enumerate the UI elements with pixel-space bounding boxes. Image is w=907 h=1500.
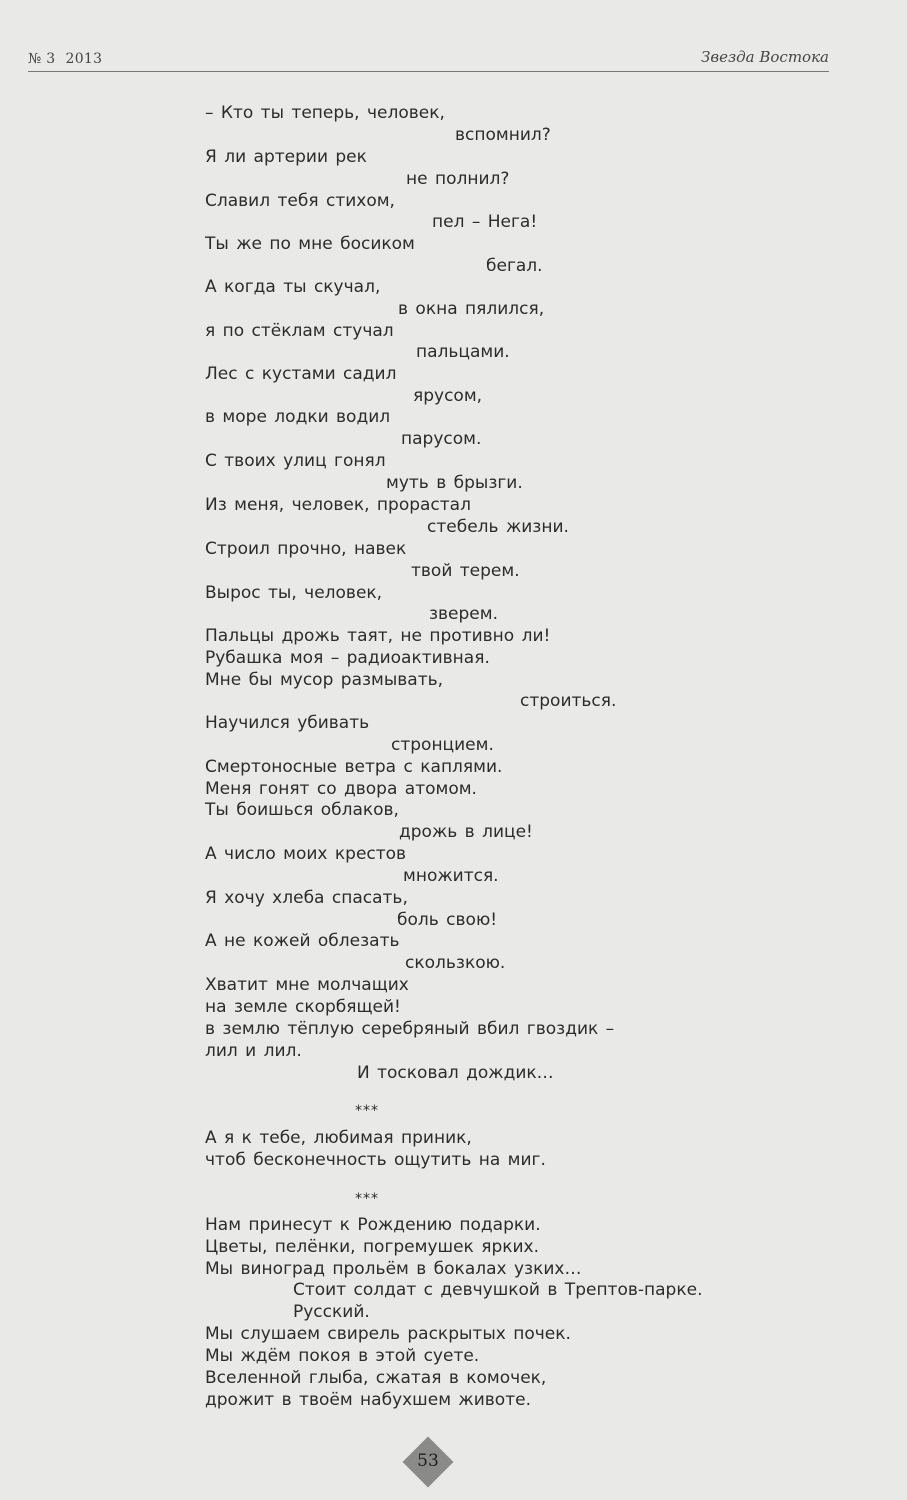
poem-line: Мы виноград прольём в бокалах узких…	[205, 1259, 582, 1279]
poem-line: А число моих крестов	[205, 844, 407, 864]
poem-line: на земле скорбящей!	[205, 997, 401, 1017]
poem-line: в море лодки водил	[205, 407, 391, 427]
poem-line: в окна пялился,	[398, 299, 545, 319]
poem-line: Рубашка моя – радиоактивная.	[205, 648, 490, 668]
poem-line: Ты боишься облаков,	[205, 800, 399, 820]
poem-line: Из меня, человек, прорастал	[205, 495, 471, 515]
poem-line: стебель жизни.	[427, 517, 569, 537]
poem-line: Научился убивать	[205, 713, 370, 733]
poem-line: зверем.	[429, 604, 498, 624]
section-separator: ***	[355, 1191, 379, 1207]
poem-line: вспомнил?	[455, 125, 551, 145]
poem-line: твой терем.	[411, 561, 520, 581]
poem-line: чтоб бесконечность ощутить на миг.	[205, 1150, 546, 1170]
poem-line: А я к тебе, любимая приник,	[205, 1128, 472, 1148]
poem-line: Вселенной глыба, сжатая в комочек,	[205, 1368, 547, 1388]
poem-line: боль свою!	[397, 910, 498, 930]
poem-line: Русский.	[293, 1302, 370, 1322]
journal-title: Звезда Востока	[701, 48, 829, 66]
poem-line: Я хочу хлеба спасать,	[205, 888, 408, 908]
poem-line: лил и лил.	[205, 1041, 302, 1061]
poem-line: пальцами.	[416, 342, 510, 362]
poem-line: бегал.	[486, 256, 543, 276]
poem-line: строиться.	[520, 691, 617, 711]
page-number: 53	[417, 1451, 439, 1471]
poem-line: дрожь в лице!	[399, 822, 533, 842]
poem-line: стронцием.	[391, 735, 494, 755]
poem-line: я по стёклам стучал	[205, 321, 394, 341]
issue-info	[28, 51, 112, 67]
poem-line: дрожит в твоём набухшем животе.	[205, 1390, 531, 1410]
poem-line: Пальцы дрожь таят, не противно ли!	[205, 626, 551, 646]
header-divider	[28, 71, 829, 72]
issue-year: 2013	[65, 51, 103, 67]
poem-line: скользкою.	[405, 953, 506, 973]
poem-line: пел – Нега!	[432, 212, 538, 232]
poem-line: Мне бы мусор размывать,	[205, 670, 444, 690]
poem-line: Меня гонят со двора атомом.	[205, 779, 477, 799]
poem-line: Мы слушаем свирель раскрытых почек.	[205, 1324, 571, 1344]
poem-line: Я ли артерии рек	[205, 147, 367, 167]
poem-line: Смертоносные ветра с каплями.	[205, 757, 503, 777]
poem-line: ярусом,	[413, 386, 483, 406]
poem-line: Нам принесут к Рождению подарки.	[205, 1215, 541, 1235]
poem-line: парусом.	[401, 429, 482, 449]
issue-number: № 3	[28, 51, 56, 67]
poem-line: Хватит мне молчащих	[205, 975, 409, 995]
poem-line: не полнил?	[406, 169, 510, 189]
poem-line: в землю тёплую серебряный вбил гвоздик –	[205, 1019, 615, 1039]
poem-line: множится.	[403, 866, 499, 886]
poem-line: Лес с кустами садил	[205, 364, 397, 384]
poem-line: Строил прочно, навек	[205, 539, 407, 559]
section-separator: ***	[355, 1103, 379, 1119]
poem-line: Цветы, пелёнки, погремушек ярких.	[205, 1237, 540, 1257]
page-number-badge	[404, 1438, 452, 1486]
poem-line: И тосковал дождик…	[357, 1063, 554, 1083]
poem-line: С твоих улиц гонял	[205, 451, 386, 471]
poem-line: муть в брызги.	[386, 473, 523, 493]
poem-line: Вырос ты, человек,	[205, 583, 383, 603]
poem-line: Славил тебя стихом,	[205, 191, 395, 211]
poem-line: Мы ждём покоя в этой суете.	[205, 1346, 480, 1366]
poem-line: А не кожей облезать	[205, 931, 400, 951]
poem-line: Ты же по мне босиком	[205, 234, 415, 254]
poem-line: Стоит солдат с девчушкой в Трептов-парке.	[293, 1280, 703, 1300]
poem-line: А когда ты скучал,	[205, 277, 381, 297]
poem-line: – Кто ты теперь, человек,	[205, 103, 445, 123]
